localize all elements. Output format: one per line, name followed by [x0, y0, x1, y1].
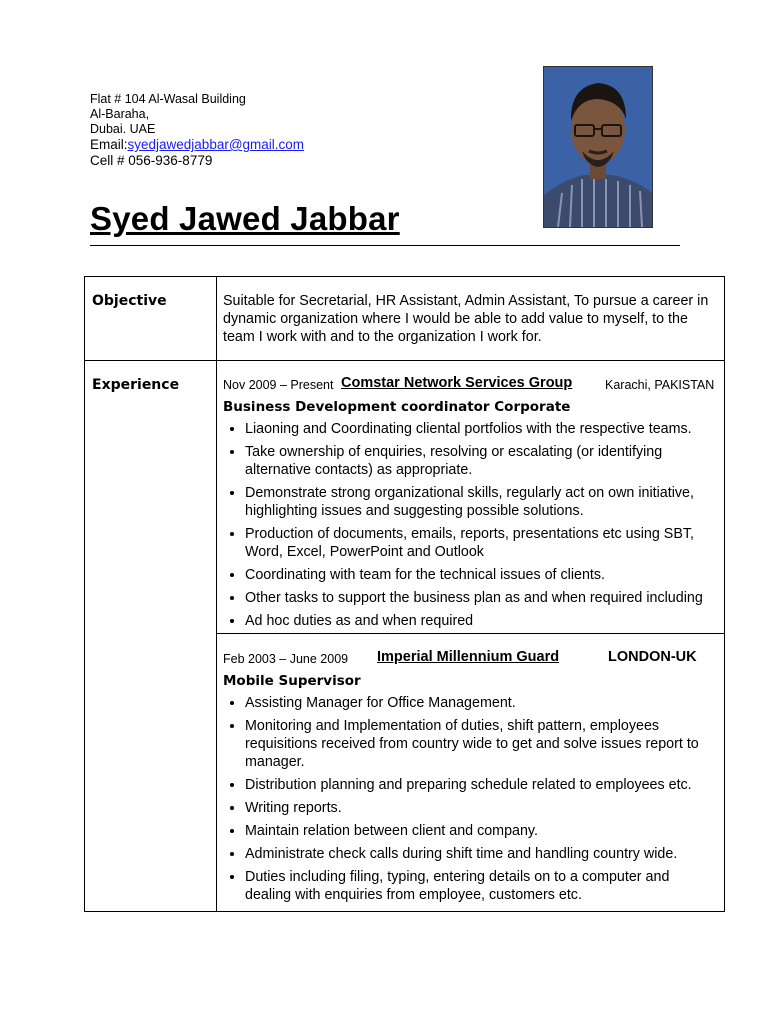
profile-photo-image — [544, 67, 652, 227]
job-location: Karachi, PAKISTAN — [605, 378, 715, 392]
job-header — [223, 375, 718, 397]
job-company: Comstar Network Services Group — [341, 375, 573, 391]
duty-item: • Maintain relation between client and company. — [245, 822, 718, 840]
experience-content-cell — [217, 361, 725, 912]
job-role: Mobile Supervisor — [223, 673, 361, 689]
job-role: Business Development coordinator Corporate — [223, 399, 571, 415]
candidate-name: Syed Jawed Jabbar — [90, 200, 400, 237]
duty-item: • Assisting Manager for Office Management. — [245, 694, 718, 712]
address-line-2: Al-Baraha, — [90, 107, 150, 121]
job-dates: Nov 2009 – Present — [223, 378, 334, 392]
job-duties-list — [223, 694, 718, 904]
address-line-3: Dubai. UAE — [90, 122, 156, 136]
contact-block — [90, 92, 304, 169]
objective-text: Suitable for Secretarial, HR Assistant, Admin Assistant, To pursue a career in dynamic organization where I would be able to add value to myself, to the team I work with and to the organization I work for. — [223, 293, 709, 345]
cv-table — [84, 276, 725, 912]
objective-label-cell — [85, 277, 217, 361]
duty-item: • Other tasks to support the business plan as and when required including — [245, 589, 718, 607]
address-line-1: Flat # 104 Al-Wasal Building — [90, 92, 246, 106]
job-dates: Feb 2003 – June 2009 — [223, 652, 349, 666]
cell-number: Cell # 056-936-8779 — [90, 153, 213, 168]
duty-item: • Writing reports. — [245, 799, 718, 817]
job-company: Imperial Millennium Guard — [377, 649, 560, 665]
job-location: LONDON-UK — [608, 649, 697, 665]
experience-row — [85, 361, 725, 912]
duty-item: • Liaoning and Coordinating cliental portfolios with the respective teams. — [245, 420, 718, 438]
job-entry — [217, 361, 724, 634]
objective-row — [85, 277, 725, 361]
duty-item: • Coordinating with team for the technical issues of clients. — [245, 566, 718, 584]
job-entry — [217, 634, 724, 911]
objective-content-cell — [217, 277, 725, 361]
profile-photo — [543, 66, 653, 228]
duty-item: • Production of documents, emails, reports, presentations etc using SBT, Word, Excel, PowerPoint and Outlook — [245, 525, 718, 561]
email-label: Email: — [90, 137, 128, 152]
experience-label-cell — [85, 361, 217, 912]
duty-item: • Ad hoc duties as and when required — [245, 612, 718, 630]
experience-label: Experience — [92, 377, 180, 393]
objective-label: Objective — [92, 293, 167, 309]
duty-item: • Administrate check calls during shift time and handling country wide. — [245, 845, 718, 863]
email-line — [90, 137, 304, 153]
name-divider — [90, 245, 680, 246]
job-duties-list — [223, 420, 718, 630]
duty-item: • Take ownership of enquiries, resolving or escalating (or identifying alternative contacts) as appropriate. — [245, 443, 718, 479]
job-header — [223, 649, 718, 671]
duty-item: • Distribution planning and preparing schedule related to employees etc. — [245, 776, 718, 794]
email-link[interactable]: syedjawedjabbar@gmail.com — [127, 137, 305, 152]
duty-item: • Demonstrate strong organizational skills, regularly act on own initiative, highlighting issues and suggesting possible solutions. — [245, 484, 718, 520]
duty-item: • Duties including filing, typing, entering details on to a computer and dealing with enquiries from employee, customers etc. — [245, 868, 718, 904]
duty-item: • Monitoring and Implementation of duties, shift pattern, employees requisitions received from country wide to get and solve issues report to manager. — [245, 717, 718, 771]
